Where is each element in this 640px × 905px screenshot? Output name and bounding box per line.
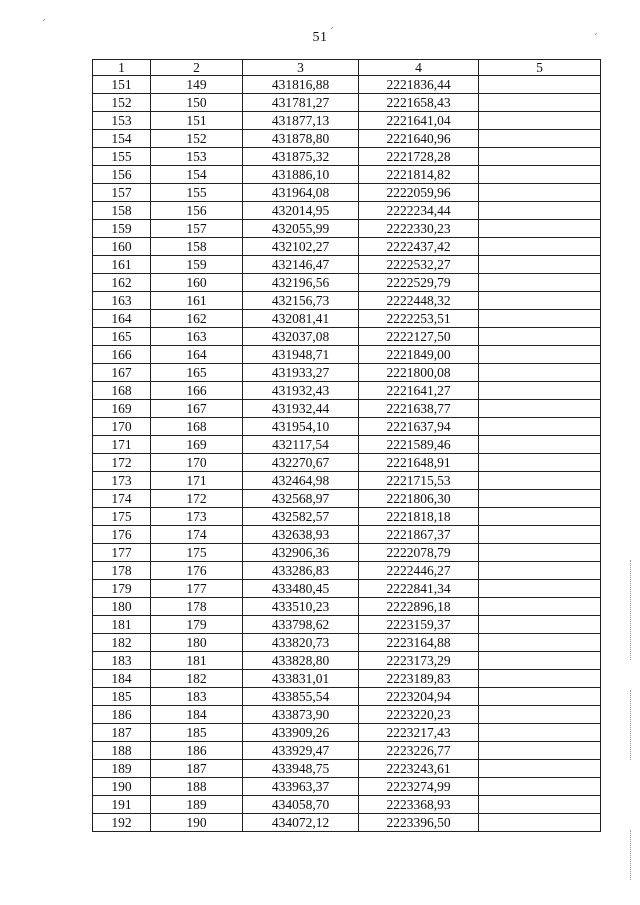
table-cell-col-5 xyxy=(479,76,601,94)
table-cell-col-3: 432102,27 xyxy=(243,238,359,256)
table-cell-col-2: 152 xyxy=(151,130,243,148)
table-cell-col-3: 431878,80 xyxy=(243,130,359,148)
table-cell-col-1: 175 xyxy=(93,508,151,526)
table-cell-col-5 xyxy=(479,796,601,814)
table-row xyxy=(93,418,601,436)
table-cell-col-4: 2221836,44 xyxy=(359,76,479,94)
table-cell-col-5 xyxy=(479,778,601,796)
table-cell-col-4: 2222059,96 xyxy=(359,184,479,202)
table-cell-col-3: 432906,36 xyxy=(243,544,359,562)
table-row xyxy=(93,778,601,796)
table-cell-col-4: 2222127,50 xyxy=(359,328,479,346)
table-cell-col-3: 434058,70 xyxy=(243,796,359,814)
table-cell-col-1: 186 xyxy=(93,706,151,724)
table-cell-col-1: 156 xyxy=(93,166,151,184)
table-cell-col-4: 2223226,77 xyxy=(359,742,479,760)
table-cell-col-1: 151 xyxy=(93,76,151,94)
table-cell-col-5 xyxy=(479,202,601,220)
table-cell-col-2: 149 xyxy=(151,76,243,94)
table-cell-col-4: 2223204,94 xyxy=(359,688,479,706)
table-cell-col-4: 2222896,18 xyxy=(359,598,479,616)
table-cell-col-2: 190 xyxy=(151,814,243,832)
table-cell-col-1: 173 xyxy=(93,472,151,490)
table-cell-col-3: 431933,27 xyxy=(243,364,359,382)
table-cell-col-3: 432270,67 xyxy=(243,454,359,472)
table-cell-col-2: 171 xyxy=(151,472,243,490)
scan-margin-mark xyxy=(630,690,632,760)
table-row xyxy=(93,670,601,688)
table-cell-col-3: 431781,27 xyxy=(243,94,359,112)
table-cell-col-5 xyxy=(479,472,601,490)
table-cell-col-4: 2221638,77 xyxy=(359,400,479,418)
table-row xyxy=(93,274,601,292)
scan-tick-mark: ´ xyxy=(330,26,334,38)
table-cell-col-1: 162 xyxy=(93,274,151,292)
table-cell-col-5 xyxy=(479,688,601,706)
column-header: 4 xyxy=(359,60,479,76)
table-cell-col-4: 2221728,28 xyxy=(359,148,479,166)
table-cell-col-5 xyxy=(479,598,601,616)
table-row xyxy=(93,490,601,508)
table-cell-col-4: 2223173,29 xyxy=(359,652,479,670)
table-cell-col-2: 181 xyxy=(151,652,243,670)
table-cell-col-1: 168 xyxy=(93,382,151,400)
table-cell-col-5 xyxy=(479,274,601,292)
table-cell-col-1: 165 xyxy=(93,328,151,346)
table-cell-col-3: 433929,47 xyxy=(243,742,359,760)
table-row xyxy=(93,310,601,328)
table-cell-col-1: 159 xyxy=(93,220,151,238)
table-cell-col-3: 431932,44 xyxy=(243,400,359,418)
table-cell-col-5 xyxy=(479,634,601,652)
table-cell-col-5 xyxy=(479,508,601,526)
table-row xyxy=(93,562,601,580)
table-row xyxy=(93,436,601,454)
table-cell-col-1: 184 xyxy=(93,670,151,688)
table-cell-col-5 xyxy=(479,400,601,418)
table-cell-col-5 xyxy=(479,724,601,742)
table-cell-col-4: 2221658,43 xyxy=(359,94,479,112)
table-cell-col-1: 180 xyxy=(93,598,151,616)
table-row xyxy=(93,544,601,562)
table-cell-col-3: 432037,08 xyxy=(243,328,359,346)
table-cell-col-4: 2223368,93 xyxy=(359,796,479,814)
table-cell-col-4: 2222078,79 xyxy=(359,544,479,562)
table-cell-col-4: 2223274,99 xyxy=(359,778,479,796)
table-cell-col-1: 160 xyxy=(93,238,151,256)
table-cell-col-2: 173 xyxy=(151,508,243,526)
table-cell-col-5 xyxy=(479,112,601,130)
column-header: 2 xyxy=(151,60,243,76)
table-cell-col-4: 2222253,51 xyxy=(359,310,479,328)
table-cell-col-3: 432146,47 xyxy=(243,256,359,274)
table-cell-col-4: 2221818,18 xyxy=(359,508,479,526)
page-number: 51 xyxy=(312,30,328,45)
table-cell-col-3: 432568,97 xyxy=(243,490,359,508)
table-cell-col-4: 2221715,53 xyxy=(359,472,479,490)
table-cell-col-5 xyxy=(479,382,601,400)
table-row xyxy=(93,634,601,652)
table-row xyxy=(93,292,601,310)
table-cell-col-4: 2222529,79 xyxy=(359,274,479,292)
table-cell-col-4: 2221637,94 xyxy=(359,418,479,436)
table-cell-col-1: 154 xyxy=(93,130,151,148)
table-cell-col-2: 159 xyxy=(151,256,243,274)
table-cell-col-4: 2223243,61 xyxy=(359,760,479,778)
table-cell-col-1: 158 xyxy=(93,202,151,220)
table-cell-col-1: 192 xyxy=(93,814,151,832)
table-row xyxy=(93,328,601,346)
table-cell-col-3: 433873,90 xyxy=(243,706,359,724)
table-cell-col-2: 166 xyxy=(151,382,243,400)
table-cell-col-1: 191 xyxy=(93,796,151,814)
table-cell-col-3: 434072,12 xyxy=(243,814,359,832)
table-cell-col-1: 169 xyxy=(93,400,151,418)
table-cell-col-3: 433831,01 xyxy=(243,670,359,688)
table-row xyxy=(93,202,601,220)
table-cell-col-2: 153 xyxy=(151,148,243,166)
table-cell-col-3: 431932,43 xyxy=(243,382,359,400)
table-cell-col-5 xyxy=(479,616,601,634)
table-cell-col-4: 2223164,88 xyxy=(359,634,479,652)
table-row xyxy=(93,346,601,364)
table-cell-col-3: 432582,57 xyxy=(243,508,359,526)
table-cell-col-5 xyxy=(479,238,601,256)
table-cell-col-2: 162 xyxy=(151,310,243,328)
table-cell-col-4: 2222532,27 xyxy=(359,256,479,274)
table-row xyxy=(93,112,601,130)
scan-margin-mark xyxy=(630,830,632,880)
table-cell-col-2: 174 xyxy=(151,526,243,544)
table-cell-col-5 xyxy=(479,580,601,598)
table-cell-col-1: 172 xyxy=(93,454,151,472)
table-cell-col-1: 176 xyxy=(93,526,151,544)
table-cell-col-2: 170 xyxy=(151,454,243,472)
table-cell-col-3: 432156,73 xyxy=(243,292,359,310)
table-cell-col-5 xyxy=(479,760,601,778)
table-cell-col-3: 431886,10 xyxy=(243,166,359,184)
table-row xyxy=(93,256,601,274)
table-cell-col-2: 182 xyxy=(151,670,243,688)
table-cell-col-1: 179 xyxy=(93,580,151,598)
table-cell-col-2: 158 xyxy=(151,238,243,256)
table-cell-col-3: 432117,54 xyxy=(243,436,359,454)
table-cell-col-1: 182 xyxy=(93,634,151,652)
table-cell-col-2: 172 xyxy=(151,490,243,508)
table-cell-col-3: 431948,71 xyxy=(243,346,359,364)
scan-tick-mark: ´ xyxy=(42,18,46,30)
table-row xyxy=(93,742,601,760)
table-cell-col-2: 157 xyxy=(151,220,243,238)
table-cell-col-1: 155 xyxy=(93,148,151,166)
table-cell-col-5 xyxy=(479,364,601,382)
table-cell-col-5 xyxy=(479,544,601,562)
table-cell-col-1: 188 xyxy=(93,742,151,760)
table-cell-col-4: 2221849,00 xyxy=(359,346,479,364)
table-cell-col-5 xyxy=(479,256,601,274)
table-cell-col-5 xyxy=(479,490,601,508)
table-cell-col-4: 2221641,04 xyxy=(359,112,479,130)
table-cell-col-1: 163 xyxy=(93,292,151,310)
table-cell-col-4: 2222330,23 xyxy=(359,220,479,238)
table-cell-col-3: 433948,75 xyxy=(243,760,359,778)
table-cell-col-2: 178 xyxy=(151,598,243,616)
column-header: 5 xyxy=(479,60,601,76)
table-cell-col-2: 164 xyxy=(151,346,243,364)
table-cell-col-5 xyxy=(479,328,601,346)
table-cell-col-3: 433286,83 xyxy=(243,562,359,580)
table-cell-col-4: 2221800,08 xyxy=(359,364,479,382)
table-cell-col-2: 161 xyxy=(151,292,243,310)
table-cell-col-1: 187 xyxy=(93,724,151,742)
table-row xyxy=(93,148,601,166)
table-cell-col-2: 189 xyxy=(151,796,243,814)
table-cell-col-4: 2221641,27 xyxy=(359,382,479,400)
scan-margin-mark xyxy=(630,560,632,660)
table-cell-col-1: 185 xyxy=(93,688,151,706)
table-cell-col-1: 183 xyxy=(93,652,151,670)
table-row xyxy=(93,652,601,670)
table-row xyxy=(93,688,601,706)
table-cell-col-5 xyxy=(479,706,601,724)
table-cell-col-2: 176 xyxy=(151,562,243,580)
table-cell-col-5 xyxy=(479,220,601,238)
table-cell-col-5 xyxy=(479,346,601,364)
table-row xyxy=(93,76,601,94)
table-cell-col-3: 433828,80 xyxy=(243,652,359,670)
table-cell-col-2: 150 xyxy=(151,94,243,112)
table-row xyxy=(93,94,601,112)
table-cell-col-3: 433909,26 xyxy=(243,724,359,742)
table-cell-col-5 xyxy=(479,310,601,328)
table-cell-col-4: 2221640,96 xyxy=(359,130,479,148)
table-cell-col-2: 186 xyxy=(151,742,243,760)
table-cell-col-4: 2221867,37 xyxy=(359,526,479,544)
table-row xyxy=(93,616,601,634)
table-cell-col-1: 152 xyxy=(93,94,151,112)
table-cell-col-5 xyxy=(479,184,601,202)
table-cell-col-1: 177 xyxy=(93,544,151,562)
table-cell-col-1: 189 xyxy=(93,760,151,778)
table-row xyxy=(93,814,601,832)
table-row xyxy=(93,220,601,238)
table-cell-col-4: 2222437,42 xyxy=(359,238,479,256)
table-cell-col-5 xyxy=(479,526,601,544)
column-header: 3 xyxy=(243,60,359,76)
table-cell-col-2: 188 xyxy=(151,778,243,796)
table-cell-col-3: 431954,10 xyxy=(243,418,359,436)
table-row xyxy=(93,166,601,184)
table-cell-col-1: 170 xyxy=(93,418,151,436)
table-cell-col-2: 151 xyxy=(151,112,243,130)
table-row xyxy=(93,130,601,148)
table-cell-col-4: 2222446,27 xyxy=(359,562,479,580)
table-cell-col-2: 167 xyxy=(151,400,243,418)
table-row xyxy=(93,400,601,418)
table-cell-col-4: 2223396,50 xyxy=(359,814,479,832)
table-cell-col-1: 167 xyxy=(93,364,151,382)
table-cell-col-2: 155 xyxy=(151,184,243,202)
table-row xyxy=(93,724,601,742)
table-cell-col-3: 432081,41 xyxy=(243,310,359,328)
table-cell-col-2: 160 xyxy=(151,274,243,292)
table-row xyxy=(93,472,601,490)
table-cell-col-3: 431816,88 xyxy=(243,76,359,94)
table-row xyxy=(93,382,601,400)
column-header: 1 xyxy=(93,60,151,76)
table-cell-col-4: 2221648,91 xyxy=(359,454,479,472)
table-cell-col-2: 183 xyxy=(151,688,243,706)
table-cell-col-3: 433510,23 xyxy=(243,598,359,616)
table-cell-col-2: 185 xyxy=(151,724,243,742)
table-cell-col-5 xyxy=(479,418,601,436)
table-row xyxy=(93,760,601,778)
table-cell-col-4: 2221589,46 xyxy=(359,436,479,454)
table-cell-col-2: 179 xyxy=(151,616,243,634)
table-cell-col-4: 2222841,34 xyxy=(359,580,479,598)
table-row xyxy=(93,184,601,202)
table-cell-col-4: 2223189,83 xyxy=(359,670,479,688)
table-cell-col-2: 165 xyxy=(151,364,243,382)
table-cell-col-2: 184 xyxy=(151,706,243,724)
table-cell-col-2: 154 xyxy=(151,166,243,184)
table-cell-col-2: 169 xyxy=(151,436,243,454)
table-cell-col-1: 161 xyxy=(93,256,151,274)
table-cell-col-1: 178 xyxy=(93,562,151,580)
table-cell-col-1: 174 xyxy=(93,490,151,508)
table-cell-col-3: 433798,62 xyxy=(243,616,359,634)
table-cell-col-5 xyxy=(479,652,601,670)
table-cell-col-4: 2222234,44 xyxy=(359,202,479,220)
table-cell-col-5 xyxy=(479,94,601,112)
table-cell-col-5 xyxy=(479,130,601,148)
table-cell-col-4: 2223217,43 xyxy=(359,724,479,742)
table-header-row xyxy=(93,60,601,76)
table-cell-col-1: 166 xyxy=(93,346,151,364)
table-cell-col-5 xyxy=(479,436,601,454)
table-cell-col-5 xyxy=(479,670,601,688)
table-cell-col-5 xyxy=(479,148,601,166)
table-row xyxy=(93,796,601,814)
table-cell-col-5 xyxy=(479,814,601,832)
table-cell-col-2: 187 xyxy=(151,760,243,778)
table-cell-col-4: 2222448,32 xyxy=(359,292,479,310)
table-row xyxy=(93,364,601,382)
table-cell-col-3: 432014,95 xyxy=(243,202,359,220)
table-cell-col-1: 153 xyxy=(93,112,151,130)
table-row xyxy=(93,454,601,472)
table-cell-col-2: 177 xyxy=(151,580,243,598)
table-cell-col-1: 181 xyxy=(93,616,151,634)
table-cell-col-2: 175 xyxy=(151,544,243,562)
table-cell-col-3: 432638,93 xyxy=(243,526,359,544)
table-cell-col-3: 433820,73 xyxy=(243,634,359,652)
table-cell-col-5 xyxy=(479,562,601,580)
table-cell-col-3: 432464,98 xyxy=(243,472,359,490)
table-cell-col-5 xyxy=(479,292,601,310)
table-cell-col-2: 168 xyxy=(151,418,243,436)
table-cell-col-5 xyxy=(479,166,601,184)
table-cell-col-1: 164 xyxy=(93,310,151,328)
table-cell-col-4: 2223159,37 xyxy=(359,616,479,634)
scan-tick-mark: ´ xyxy=(594,32,598,44)
table-cell-col-3: 432196,56 xyxy=(243,274,359,292)
table-cell-col-5 xyxy=(479,742,601,760)
table-row xyxy=(93,580,601,598)
table-cell-col-3: 431877,13 xyxy=(243,112,359,130)
table-cell-col-1: 157 xyxy=(93,184,151,202)
table-cell-col-3: 432055,99 xyxy=(243,220,359,238)
table-cell-col-3: 433480,45 xyxy=(243,580,359,598)
table-cell-col-4: 2223220,23 xyxy=(359,706,479,724)
table-cell-col-2: 163 xyxy=(151,328,243,346)
table-row xyxy=(93,508,601,526)
table-cell-col-3: 431964,08 xyxy=(243,184,359,202)
table-cell-col-3: 433963,37 xyxy=(243,778,359,796)
table-cell-col-4: 2221814,82 xyxy=(359,166,479,184)
table-cell-col-2: 180 xyxy=(151,634,243,652)
table-cell-col-5 xyxy=(479,454,601,472)
table-row xyxy=(93,598,601,616)
table-cell-col-1: 190 xyxy=(93,778,151,796)
table-row xyxy=(93,238,601,256)
table-cell-col-4: 2221806,30 xyxy=(359,490,479,508)
table-cell-col-3: 431875,32 xyxy=(243,148,359,166)
table-row xyxy=(93,706,601,724)
coordinates-table xyxy=(92,59,601,832)
table-row xyxy=(93,526,601,544)
table-cell-col-1: 171 xyxy=(93,436,151,454)
table-cell-col-3: 433855,54 xyxy=(243,688,359,706)
table-cell-col-2: 156 xyxy=(151,202,243,220)
